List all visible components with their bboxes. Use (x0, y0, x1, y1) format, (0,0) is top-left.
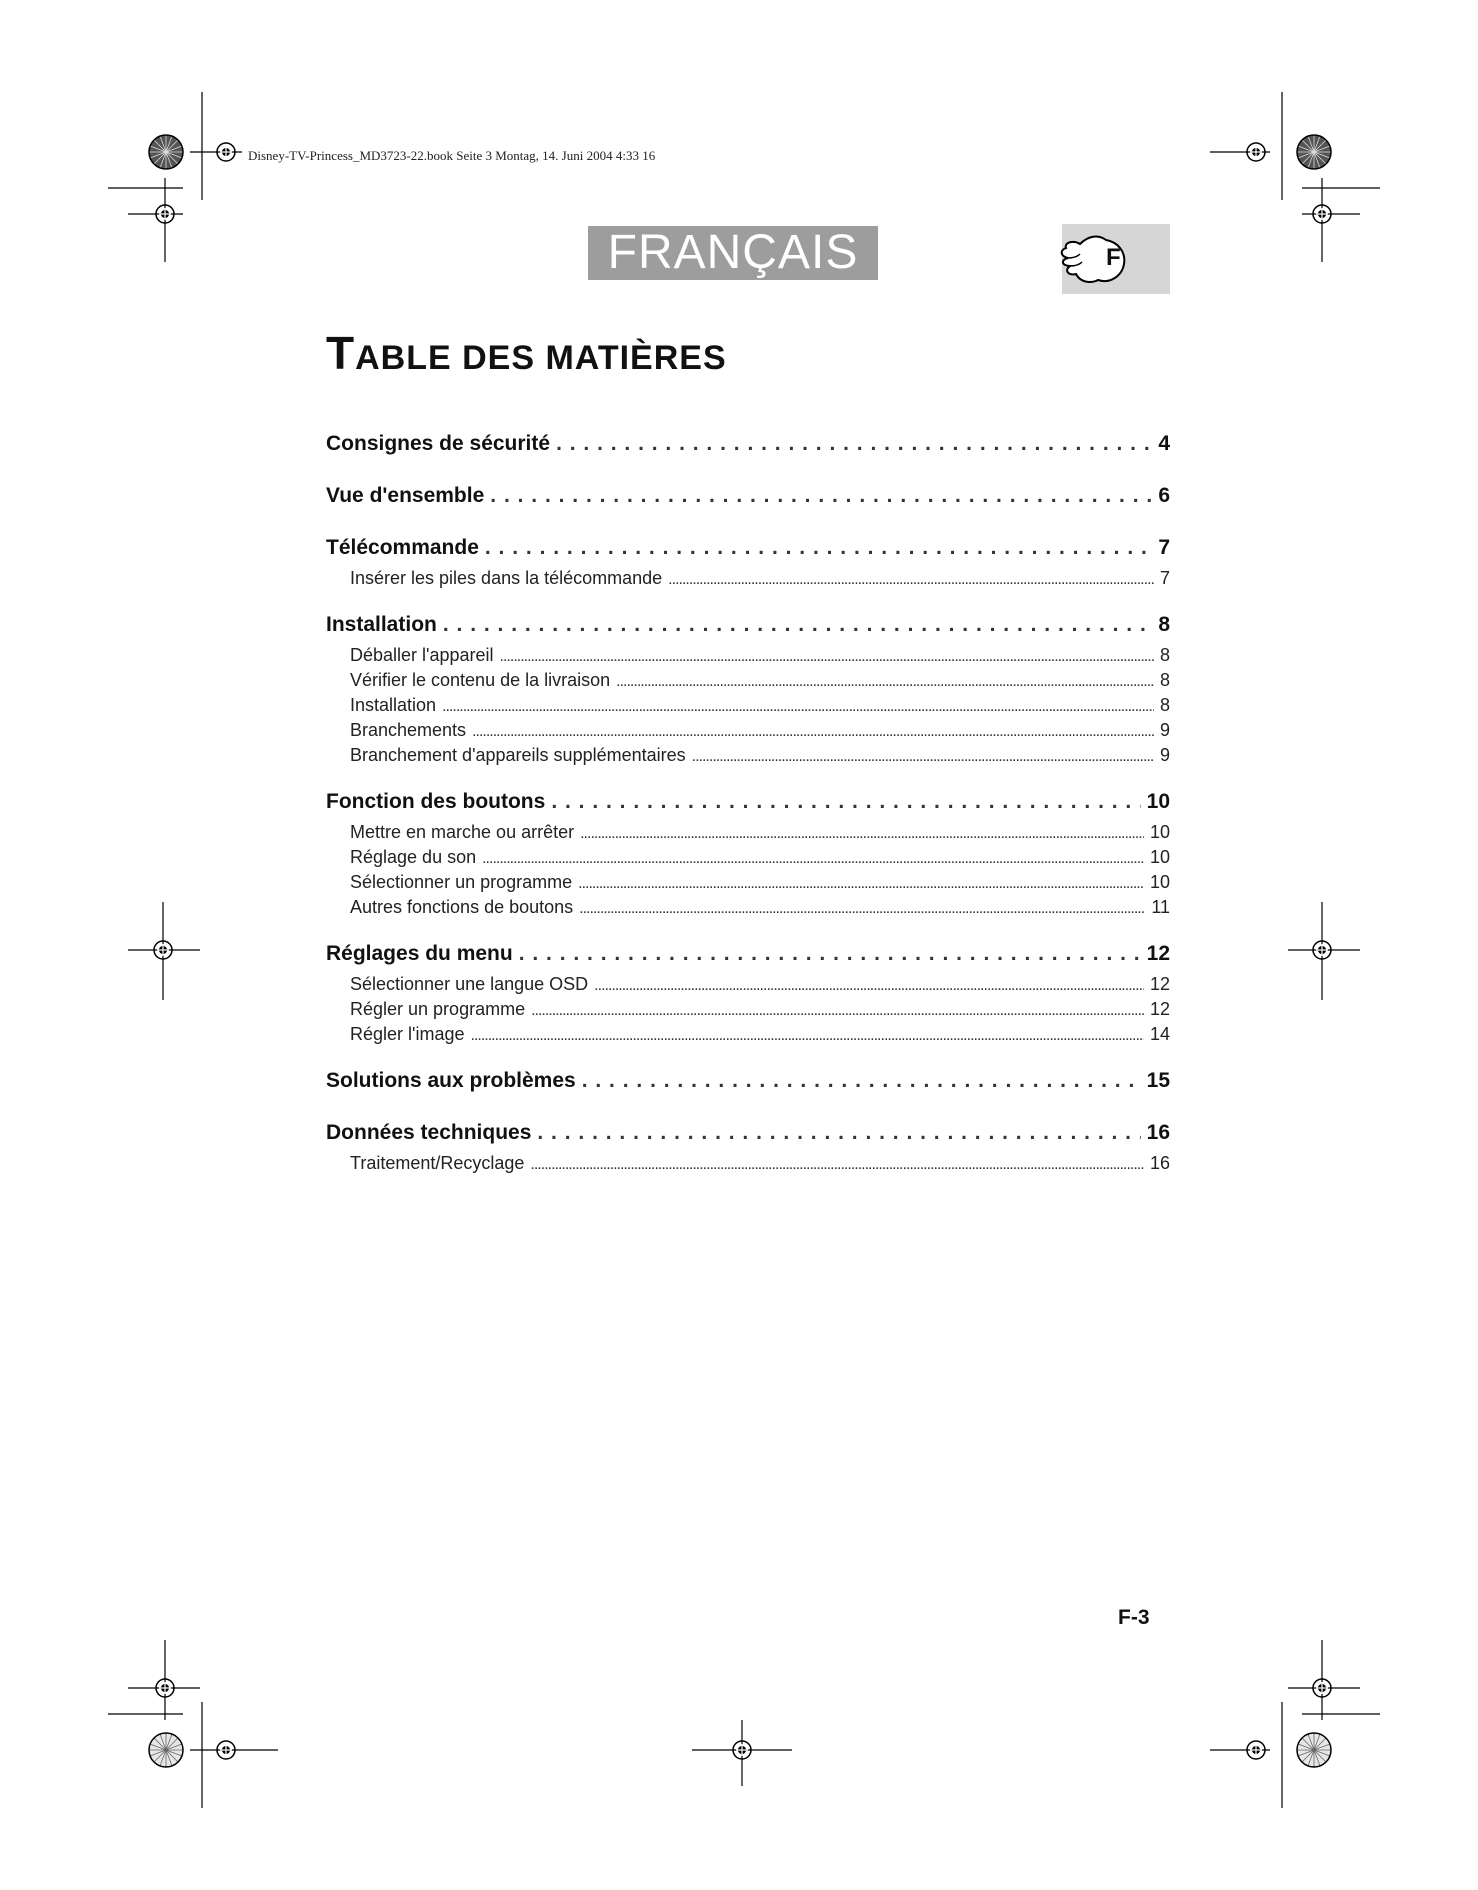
toc-entry-page: 4 (1158, 432, 1170, 455)
toc-entry[interactable] (326, 613, 1170, 645)
dot-leader (692, 748, 1154, 766)
toc-entry[interactable] (326, 484, 1170, 516)
toc-section (326, 432, 1170, 464)
toc-subentry[interactable] (326, 695, 1170, 720)
toc-subentry-label: Traitement/Recyclage (350, 1153, 525, 1173)
toc-entry-label: Réglages du menu (326, 942, 513, 965)
toc-subentry-label: Mettre en marche ou arrêter (350, 822, 575, 842)
toc-subentry[interactable] (326, 568, 1170, 593)
toc-section (326, 536, 1170, 593)
toc-entry-page: 8 (1158, 613, 1170, 636)
toc-subentry-label: Installation (350, 695, 437, 715)
dot-leader (500, 648, 1154, 666)
toc-subentry-page: 11 (1151, 897, 1170, 917)
toc-section (326, 613, 1170, 770)
toc-subentry-label: Autres fonctions de boutons (350, 897, 574, 917)
toc-entry-label: Solutions aux problèmes (326, 1069, 576, 1092)
toc-subentry-label: Branchement d'appareils supplémentaires (350, 745, 686, 765)
toc-entry[interactable] (326, 536, 1170, 568)
dot-leader (578, 875, 1144, 893)
toc-entry-page: 12 (1146, 942, 1170, 965)
toc-subentry-page: 12 (1149, 999, 1170, 1019)
toc-subentry-page: 8 (1159, 645, 1170, 665)
toc-subentry[interactable] (326, 670, 1170, 695)
toc-entry-page: 6 (1158, 484, 1170, 507)
toc-entry[interactable] (326, 432, 1170, 464)
toc-subentry-label: Régler un programme (350, 999, 526, 1019)
toc-subentry-label: Branchements (350, 720, 467, 740)
dot-leader (485, 536, 1152, 560)
toc-subentry-label: Déballer l'appareil (350, 645, 494, 665)
print-header-meta: Disney-TV-Princess_MD3723-22.book Seite 3 Montag, 14. Juni 2004 4:33 16 (248, 148, 656, 163)
toc-entry[interactable] (326, 790, 1170, 822)
toc-subentry-page: 9 (1159, 745, 1170, 765)
dot-leader (530, 1156, 1144, 1174)
toc-entry-page: 15 (1146, 1069, 1170, 1092)
toc-entry-label: Vue d'ensemble (326, 484, 485, 507)
toc-entry[interactable] (326, 942, 1170, 974)
dot-leader (490, 484, 1152, 508)
language-banner: FRANÇAIS (588, 226, 878, 280)
toc-subentry-page: 10 (1149, 822, 1170, 842)
dot-leader (443, 613, 1152, 637)
dot-leader (594, 977, 1144, 995)
toc-subentry-label: Sélectionner un programme (350, 872, 573, 892)
toc-subentry-page: 10 (1149, 872, 1170, 892)
toc-subentry-page: 7 (1159, 568, 1170, 588)
dot-leader (556, 432, 1152, 456)
dot-leader (668, 571, 1154, 589)
toc-subentry[interactable] (326, 897, 1170, 922)
dot-leader (580, 825, 1144, 843)
dot-leader (471, 1027, 1144, 1045)
toc-entry-page: 7 (1158, 536, 1170, 559)
dot-leader (579, 900, 1145, 918)
dot-leader (537, 1121, 1140, 1145)
page-title-rest: ABLE DES MATIÈRES (355, 339, 727, 377)
dot-leader (616, 673, 1154, 691)
toc-subentry[interactable] (326, 645, 1170, 670)
toc-subentry-page: 8 (1159, 670, 1170, 690)
toc-entry-label: Installation (326, 613, 437, 636)
toc-entry[interactable] (326, 1121, 1170, 1153)
dot-leader (482, 850, 1144, 868)
toc-subentry[interactable] (326, 720, 1170, 745)
toc-subentry-label: Sélectionner une langue OSD (350, 974, 589, 994)
toc-entry-page: 10 (1146, 790, 1170, 813)
toc-subentry[interactable] (326, 822, 1170, 847)
toc-subentry[interactable] (326, 1024, 1170, 1049)
toc-subentry-label: Vérifier le contenu de la livraison (350, 670, 611, 690)
toc-entry-label: Télécommande (326, 536, 479, 559)
page-number: F-3 (1118, 1606, 1150, 1629)
toc-subentry[interactable] (326, 999, 1170, 1024)
toc-section (326, 1121, 1170, 1178)
toc-subentry-page: 16 (1149, 1153, 1170, 1173)
toc-subentry-page: 10 (1149, 847, 1170, 867)
toc-entry-page: 16 (1146, 1121, 1170, 1144)
dot-leader (442, 698, 1154, 716)
language-tab (1062, 224, 1170, 294)
toc-entry[interactable] (326, 1069, 1170, 1101)
dot-leader (551, 790, 1140, 814)
toc-subentry-label: Réglage du son (350, 847, 477, 867)
page-title (326, 326, 727, 380)
dot-leader (531, 1002, 1144, 1020)
toc-entry-label: Fonction des boutons (326, 790, 546, 813)
toc-entry-label: Consignes de sécurité (326, 432, 551, 455)
toc-entry-label: Données techniques (326, 1121, 532, 1144)
toc-section (326, 1069, 1170, 1101)
toc-subentry[interactable] (326, 872, 1170, 897)
language-tab-letter: F (1106, 244, 1121, 271)
toc-subentry[interactable] (326, 745, 1170, 770)
toc-section (326, 790, 1170, 922)
dot-leader (472, 723, 1154, 741)
toc-subentry-page: 9 (1159, 720, 1170, 740)
page-title-initial: T (326, 327, 356, 379)
toc-subentry[interactable] (326, 847, 1170, 872)
table-of-contents (326, 432, 1170, 1198)
toc-subentry-page: 14 (1149, 1024, 1170, 1044)
toc-subentry[interactable] (326, 1153, 1170, 1178)
dot-leader (582, 1069, 1141, 1093)
toc-section (326, 942, 1170, 1049)
toc-subentry[interactable] (326, 974, 1170, 999)
toc-subentry-label: Insérer les piles dans la télécommande (350, 568, 663, 588)
toc-subentry-label: Régler l'image (350, 1024, 465, 1044)
toc-subentry-page: 12 (1149, 974, 1170, 994)
toc-subentry-page: 8 (1159, 695, 1170, 715)
toc-section (326, 484, 1170, 516)
pointing-hand-icon (1050, 224, 1158, 294)
dot-leader (519, 942, 1141, 966)
